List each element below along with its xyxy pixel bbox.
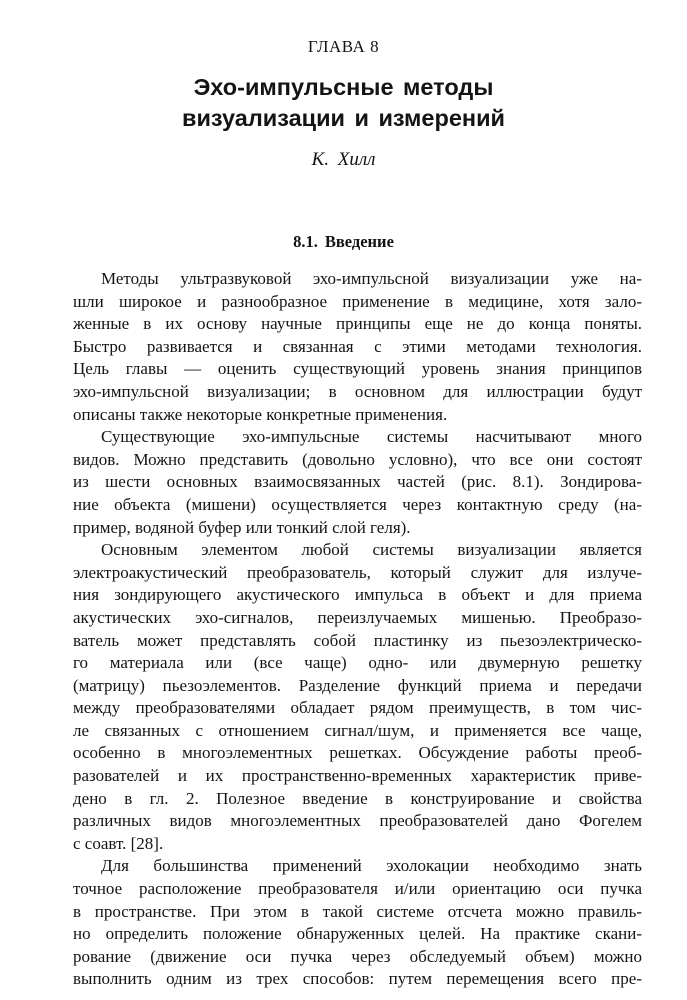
text-line: Существующие эхо-импульсные системы насчитывают много (101, 427, 642, 447)
text-line: женные в их основу научные принципы еще не до конца поняты. (73, 314, 642, 334)
chapter-title-line-1: Эхо-импульсные методы (193, 74, 494, 100)
text-line: точное расположение преобразователя и/или ориентацию оси пучка (73, 879, 642, 899)
section-title: Введение (324, 232, 394, 251)
text-line: разователей и их пространственно-временных характеристик приве- (73, 766, 642, 786)
text-line: из шести основных взаимосвязанных частей (рис. 8.1). Зондирова- (73, 472, 642, 492)
text-line: между преобразователями обладает рядом преимуществ, в том чис- (73, 698, 642, 718)
text-line: Цель главы — оценить существующий уровень знания принципов (73, 359, 642, 379)
text-line: ле связанных с отношением сигнал/шум, и применяется все чаще, (73, 720, 642, 740)
text-line: видов. Можно представить (довольно условно), что все они состоят (73, 449, 642, 469)
text-line: Быстро развивается и связанная с этими методами технология. (73, 336, 642, 356)
chapter-title (0, 72, 687, 134)
text-line: ватель может представлять собой пластинку из пьезоэлектрическо- (73, 630, 642, 650)
body-text (73, 268, 642, 991)
section-number: 8.1. (293, 232, 318, 251)
text-line: эхо-импульсной визуализации; в основном для иллюстрации будут (73, 381, 642, 401)
text-line: ния зондирующего акустического импульса в объект и для приема (73, 585, 642, 605)
text-line: особенно в многоэлементных решетках. Обсуждение работы преоб- (73, 743, 642, 763)
text-line: го материала или (все чаще) одно- или двумерную решетку (73, 653, 642, 673)
text-line: Методы ультразвуковой эхо-импульсной визуализации уже на- (101, 269, 642, 288)
text-line: электроакустический преобразователь, который служит для излуче- (73, 562, 642, 582)
text-line: дено в гл. 2. Полезное введение в конструирование и свойства (73, 788, 642, 808)
text-line: Для большинства применений эхолокации необходимо знать (101, 856, 642, 876)
chapter-author: К. Хилл (311, 149, 376, 170)
text-line: описаны также некоторые конкретные применения. (73, 404, 448, 424)
text-line: шли широкое и разнообразное применение в медицине, хотя зало- (73, 291, 642, 311)
text-line: но определить положение обнаруженных целей. На практике скани- (73, 924, 642, 944)
text-line: различных видов многоэлементных преобразователей дано Фогелем (73, 811, 642, 831)
section-heading (0, 232, 687, 252)
text-line: Основным элементом любой системы визуализации является (101, 540, 642, 560)
chapter-label: ГЛАВА 8 (307, 37, 380, 56)
text-line: в пространстве. При этом в такой системе отсчета можно правиль- (73, 901, 642, 921)
text-line: с соавт. [28]. (73, 833, 164, 853)
text-line: рование (движение оси пучка через обследуемый объем) можно (73, 946, 642, 966)
text-line: выполнить одним из трех способов: путем перемещения всего пре- (73, 969, 642, 989)
text-line: ние объекта (мишени) осуществляется через контактную среду (на- (73, 494, 642, 514)
text-line: (матрицу) пьезоэлементов. Разделение функций приема и передачи (73, 675, 642, 695)
chapter-title-line-2: визуализации и измерений (182, 105, 505, 131)
text-line: пример, водяной буфер или тонкий слой геля). (73, 517, 411, 537)
text-line: акустических эхо-сигналов, переизлучаемых мишенью. Преобразо- (73, 607, 642, 627)
